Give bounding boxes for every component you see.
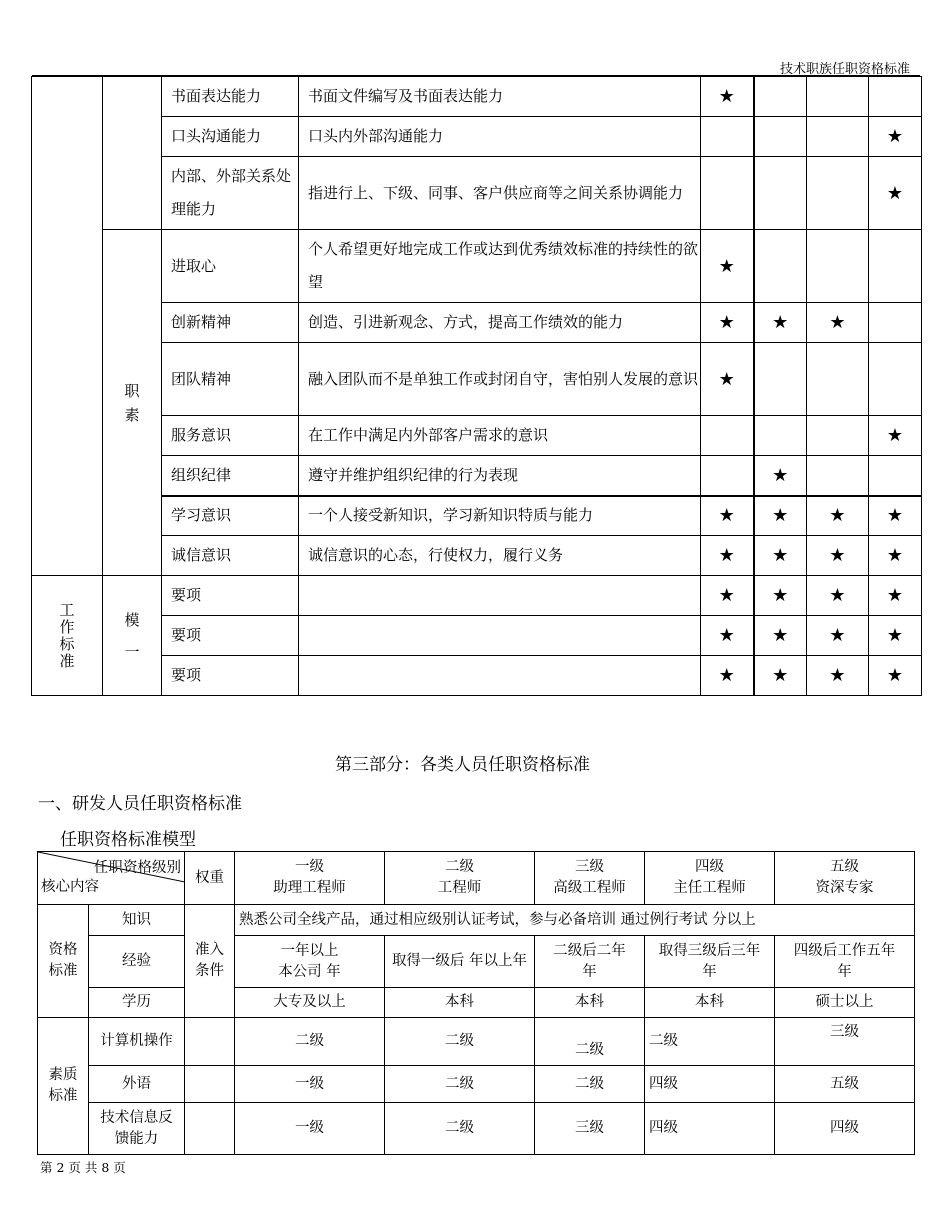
section-subtitle: 一、研发人员任职资格标准 [38,794,242,814]
computer-cell: 二级 [535,1018,645,1066]
level-star-cell: ★ [701,576,754,616]
competency-row [32,343,922,416]
competency-name: 要项 [162,616,299,656]
entry-conditions: 准入 条件 [185,905,235,1018]
experience-cell: 取得三级后三年 年 [645,936,775,988]
level-star-cell [807,456,869,496]
level-star-cell [807,343,869,416]
level-star-cell [754,343,807,416]
competency-description: 个人希望更好地完成工作或达到优秀绩效标准的持续性的欲望 [299,230,701,303]
model-title: 任职资格标准模型 [60,830,196,850]
language-cell: 五级 [775,1066,915,1103]
group-label: 职 素 [103,230,162,576]
competency-name: 诚信意识 [162,536,299,576]
corner-bottom-label: 核心内容 [41,879,99,895]
competency-description: 融入团队而不是单独工作或封闭自守，害怕别人发展的意识 [299,343,701,416]
competency-row [32,303,922,343]
level-star-cell: ★ [701,656,754,696]
level-header: 五级 资深专家 [775,852,915,905]
competency-row [32,496,922,536]
feedback-cell: 四级 [775,1103,915,1155]
level-star-cell [807,77,869,117]
qualification-model-table [37,851,915,1155]
competency-name: 书面表达能力 [162,77,299,117]
feedback-cell: 二级 [385,1103,535,1155]
competency-description [299,576,701,616]
competency-description: 遵守并维护组织纪律的行为表现 [299,456,701,496]
feedback-cell: 四级 [645,1103,775,1155]
section-title: 第三部分：各类人员任职资格标准 [335,755,590,775]
level-star-cell: ★ [701,230,754,303]
competency-description [299,656,701,696]
competency-row [32,416,922,456]
module-label: 模 一 [103,576,162,696]
education-cell: 大专及以上 [235,988,385,1018]
weight-cell [185,1103,235,1155]
level-star-cell: ★ [869,157,922,230]
knowledge-text: 熟悉公司全线产品，通过相应级别认证考试，参与必备培训 通过例行考试 分以上 [235,905,915,936]
computer-cell: 二级 [235,1018,385,1066]
computer-cell: 三级 [775,1018,915,1066]
competency-name: 内部、外部关系处理能力 [162,157,299,230]
level-star-cell: ★ [701,616,754,656]
level-star-cell: ★ [807,496,869,536]
corner-header [38,852,184,904]
level-star-cell: ★ [807,656,869,696]
subcategory-cell [103,77,162,230]
competency-name: 组织纪律 [162,456,299,496]
competency-description: 一个人接受新知识，学习新知识特质与能力 [299,496,701,536]
education-cell: 本科 [535,988,645,1018]
level-star-cell: ★ [754,303,807,343]
feedback-cell: 一级 [235,1103,385,1155]
level-star-cell: ★ [754,656,807,696]
competency-row [32,456,922,496]
feedback-label: 技术信息反 馈能力 [89,1103,185,1155]
level-star-cell: ★ [701,536,754,576]
competency-name: 创新精神 [162,303,299,343]
competency-name: 团队精神 [162,343,299,416]
level-star-cell [869,77,922,117]
level-star-cell [869,343,922,416]
education-cell: 本科 [645,988,775,1018]
qualification-group: 资格 标准 [38,905,89,1018]
experience-cell: 四级后工作五年 年 [775,936,915,988]
competency-name: 口头沟通能力 [162,117,299,157]
level-star-cell: ★ [754,616,807,656]
competency-description: 指进行上、下级、同事、客户供应商等之间关系协调能力 [299,157,701,230]
competency-description: 创造、引进新观念、方式，提高工作绩效的能力 [299,303,701,343]
computer-label: 计算机操作 [89,1018,185,1066]
work-standard-label: 工作标准 [32,576,103,696]
competency-row [32,117,922,157]
level-star-cell: ★ [754,456,807,496]
experience-cell: 一年以上 本公司 年 [235,936,385,988]
quality-group: 素质 标准 [38,1018,89,1155]
level-header: 三级 高级工程师 [535,852,645,905]
competency-row [32,576,922,616]
experience-label: 经验 [89,936,185,988]
level-star-cell: ★ [754,576,807,616]
competency-row [32,157,922,230]
language-cell: 二级 [535,1066,645,1103]
language-cell: 四级 [645,1066,775,1103]
level-star-cell: ★ [754,536,807,576]
level-header: 二级 工程师 [385,852,535,905]
level-star-cell [807,230,869,303]
competency-name: 服务意识 [162,416,299,456]
competency-row [32,616,922,656]
competency-description: 在工作中满足内外部客户需求的意识 [299,416,701,456]
level-star-cell: ★ [869,576,922,616]
level-star-cell: ★ [869,117,922,157]
level-star-cell: ★ [754,496,807,536]
level-star-cell [754,230,807,303]
level-star-cell [754,117,807,157]
competency-name: 要项 [162,656,299,696]
level-star-cell [807,117,869,157]
competency-row [32,77,922,117]
education-cell: 本科 [385,988,535,1018]
level-star-cell: ★ [869,416,922,456]
level-star-cell [701,456,754,496]
level-star-cell: ★ [701,77,754,117]
level-star-cell: ★ [807,303,869,343]
competency-description [299,616,701,656]
level-star-cell: ★ [807,616,869,656]
experience-cell: 二级后二年 年 [535,936,645,988]
level-star-cell: ★ [807,536,869,576]
level-star-cell [754,157,807,230]
experience-cell: 取得一级后 年以上年 [385,936,535,988]
page-header: 技术职族任职资格标准 [779,62,910,77]
competency-name: 进取心 [162,230,299,303]
level-star-cell [701,157,754,230]
computer-cell: 二级 [645,1018,775,1066]
level-star-cell: ★ [869,616,922,656]
language-label: 外语 [89,1066,185,1103]
level-star-cell: ★ [701,343,754,416]
level-star-cell [869,230,922,303]
language-cell: 二级 [385,1066,535,1103]
competency-description: 书面文件编写及书面表达能力 [299,77,701,117]
level-header: 四级 主任工程师 [645,852,775,905]
level-star-cell [754,77,807,117]
competency-row [32,536,922,576]
level-star-cell [869,303,922,343]
computer-cell: 二级 [385,1018,535,1066]
level-star-cell: ★ [701,303,754,343]
level-star-cell [869,456,922,496]
level-star-cell: ★ [701,496,754,536]
level-star-cell: ★ [869,536,922,576]
level-star-cell [807,416,869,456]
language-cell: 一级 [235,1066,385,1103]
knowledge-label: 知识 [89,905,185,936]
weight-cell [185,1066,235,1103]
weight-header: 权重 [185,852,235,905]
level-star-cell [701,117,754,157]
level-star-cell: ★ [869,496,922,536]
competency-name: 学习意识 [162,496,299,536]
education-label: 学历 [89,988,185,1018]
category-cell [32,77,103,576]
competency-description: 口头内外部沟通能力 [299,117,701,157]
corner-top-label: 任职资格级别 [94,860,181,876]
level-star-cell [807,157,869,230]
competency-name: 要项 [162,576,299,616]
level-star-cell [754,416,807,456]
competency-table [31,76,922,696]
page-footer: 第 2 页 共 8 页 [40,1160,126,1175]
competency-row [32,230,922,303]
weight-cell [185,1018,235,1066]
level-header: 一级 助理工程师 [235,852,385,905]
level-star-cell: ★ [869,656,922,696]
level-star-cell [701,416,754,456]
level-star-cell: ★ [807,576,869,616]
feedback-cell: 三级 [535,1103,645,1155]
competency-description: 诚信意识的心态，行使权力，履行义务 [299,536,701,576]
education-cell: 硕士以上 [775,988,915,1018]
competency-row [32,656,922,696]
